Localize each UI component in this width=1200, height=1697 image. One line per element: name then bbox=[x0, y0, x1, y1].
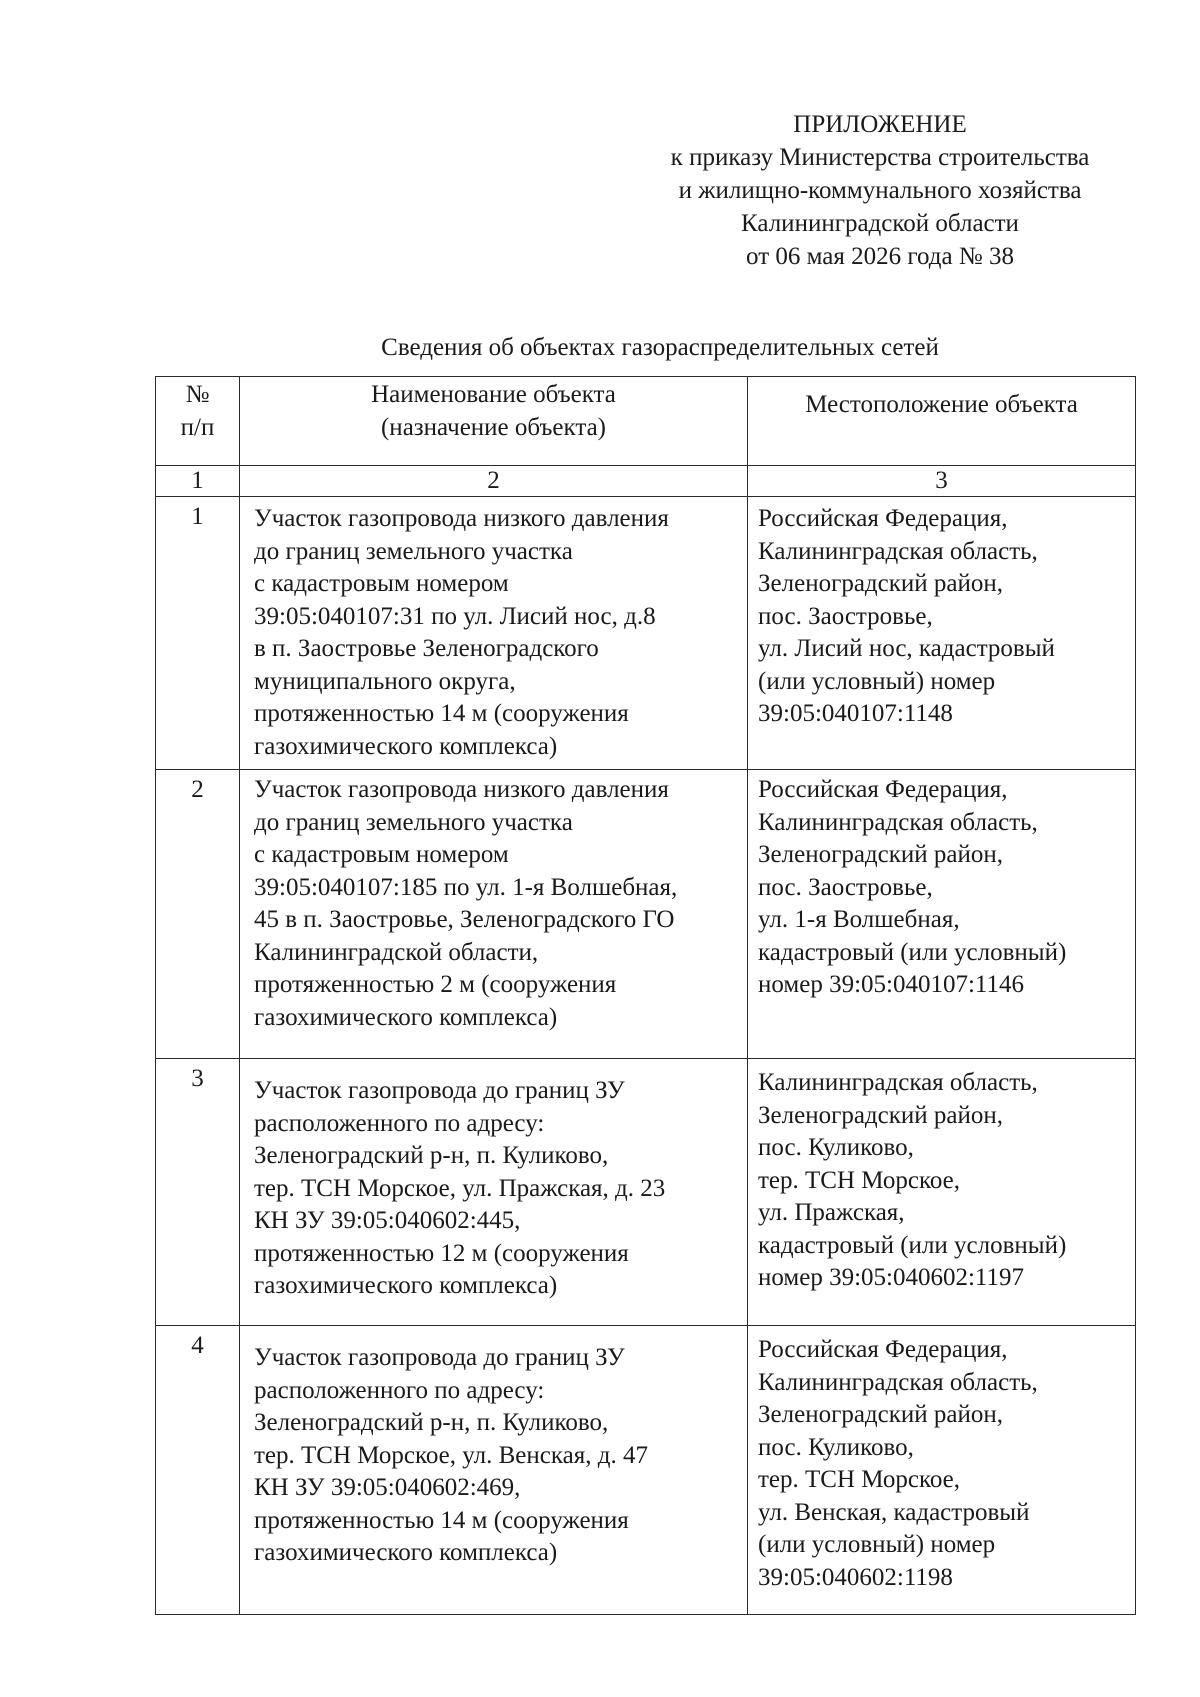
appendix-region-line: Калининградской области bbox=[741, 210, 1019, 237]
table-header-row bbox=[156, 377, 1136, 466]
header-num: № п/п bbox=[156, 377, 240, 466]
object-name-cell: Участок газопровода до границ ЗУ расположенного по адресу: Зеленоградский р-н, п. Куликово, тер. ТСН Морское, ул. Венская, д. 47 КН ЗУ 39:05:040602:469, протяженностью 14 м (сооружения газохимического комплекса) bbox=[240, 1326, 748, 1615]
appendix-date-line: от 06 мая 2026 года № 38 bbox=[746, 243, 1014, 270]
row-number: 1 bbox=[156, 497, 240, 770]
table-row bbox=[156, 1059, 1136, 1326]
object-location-cell: Российская Федерация, Калининградская область, Зеленоградский район, пос. Заостровье, ул. Лисий нос, кадастровый (или условный) номер 39:05:040107:1148 bbox=[748, 497, 1136, 770]
object-name-cell: Участок газопровода низкого давления до границ земельного участка с кадастровым номером 39:05:040107:185 по ул. 1-я Волшебная, 45 в п. Заостровье, Зеленоградского ГО Калининградской области, протяженностью 2 м (сооружения газохимического комплекса) bbox=[240, 770, 748, 1059]
appendix-header bbox=[620, 108, 1140, 273]
table-row bbox=[156, 770, 1136, 1059]
appendix-heading: ПРИЛОЖЕНИЕ bbox=[793, 111, 967, 138]
appendix-order-line: к приказу Министерства строительства bbox=[670, 144, 1090, 171]
objects-table bbox=[155, 376, 1136, 1615]
row-number: 3 bbox=[156, 1059, 240, 1326]
column-number-3: 3 bbox=[748, 466, 1136, 497]
appendix-ministry-line: и жилищно-коммунального хозяйства bbox=[678, 177, 1082, 204]
column-number-row bbox=[156, 466, 1136, 497]
column-number-2: 2 bbox=[240, 466, 748, 497]
table-row bbox=[156, 1326, 1136, 1615]
object-location-cell: Российская Федерация, Калининградская область, Зеленоградский район, пос. Заостровье, ул. 1-я Волшебная, кадастровый (или условный) номер 39:05:040107:1146 bbox=[748, 770, 1136, 1059]
header-object-location: Местоположение объекта bbox=[748, 377, 1136, 466]
table-row bbox=[156, 497, 1136, 770]
object-location-cell: Российская Федерация, Калининградская область, Зеленоградский район, пос. Куликово, тер. ТСН Морское, ул. Венская, кадастровый (или условный) номер 39:05:040602:1198 bbox=[748, 1326, 1136, 1615]
header-object-name: Наименование объекта (назначение объекта) bbox=[240, 377, 748, 466]
row-number: 4 bbox=[156, 1326, 240, 1615]
object-name-cell: Участок газопровода до границ ЗУ расположенного по адресу: Зеленоградский р-н, п. Куликово, тер. ТСН Морское, ул. Пражская, д. 23 КН ЗУ 39:05:040602:445, протяженностью 12 м (сооружения газохимического комплекса) bbox=[240, 1059, 748, 1326]
row-number: 2 bbox=[156, 770, 240, 1059]
object-location-cell: Калининградская область, Зеленоградский район, пос. Куликово, тер. ТСН Морское, ул. Пражская, кадастровый (или условный) номер 39:05:040602:1197 bbox=[748, 1059, 1136, 1326]
document-title: Сведения об объектах газораспределительных сетей bbox=[381, 334, 939, 361]
column-number-1: 1 bbox=[156, 466, 240, 497]
object-name-cell: Участок газопровода низкого давления до границ земельного участка с кадастровым номером 39:05:040107:31 по ул. Лисий нос, д.8 в п. Заостровье Зеленоградского муниципального округа, протяженностью 14 м (сооружения газохимического комплекса) bbox=[240, 497, 748, 770]
